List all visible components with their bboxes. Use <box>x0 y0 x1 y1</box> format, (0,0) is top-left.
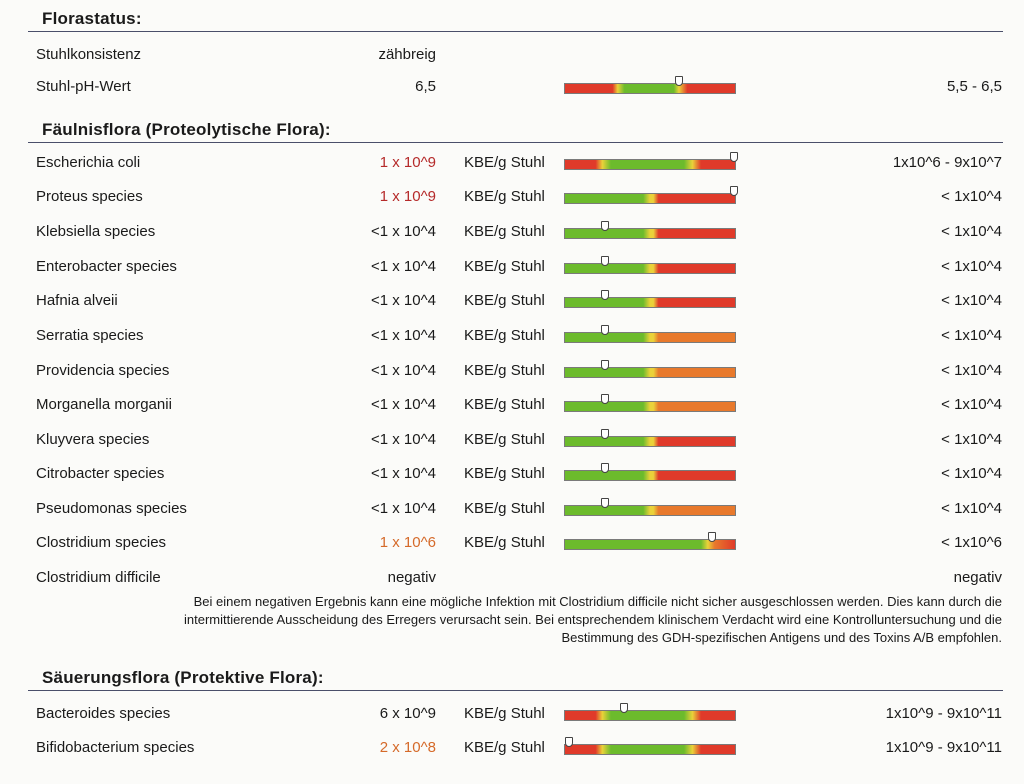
section-title-saeuerungsflora: Säuerungsflora (Protektive Flora): <box>42 668 324 687</box>
table-row <box>0 184 1024 210</box>
unit-label: KBE/g Stuhl <box>464 705 545 722</box>
result-value: <1 x 10^4 <box>370 327 436 344</box>
unit-label: KBE/g Stuhl <box>464 258 545 275</box>
table-row <box>0 530 1024 556</box>
parameter-name: Pseudomonas species <box>36 500 187 517</box>
unit-label: KBE/g Stuhl <box>464 396 545 413</box>
value-marker-icon <box>708 532 716 542</box>
parameter-name: Enterobacter species <box>36 258 177 275</box>
reference-range-bar <box>564 436 736 447</box>
note-line: Bestimmung des GDH-spezifischen Antigens und des Toxins A/B empfohlen. <box>561 630 1002 645</box>
result-value: <1 x 10^4 <box>370 292 436 309</box>
table-row <box>0 219 1024 245</box>
value-marker-icon <box>565 737 573 747</box>
value-marker-icon <box>601 325 609 335</box>
value-marker-icon <box>730 152 738 162</box>
parameter-name: Stuhlkonsistenz <box>36 46 142 63</box>
value-marker-icon <box>601 360 609 370</box>
parameter-name: Providencia species <box>36 362 170 379</box>
parameter-name: Clostridium species <box>36 534 167 551</box>
unit-label: KBE/g Stuhl <box>464 223 545 240</box>
parameter-name: Clostridium difficile <box>36 569 161 586</box>
table-row <box>0 358 1024 384</box>
unit-label: KBE/g Stuhl <box>464 431 545 448</box>
unit-label: KBE/g Stuhl <box>464 292 545 309</box>
section-divider <box>28 142 1003 143</box>
unit-label: KBE/g Stuhl <box>464 465 545 482</box>
reference-range-bar <box>564 297 736 308</box>
reference-range-text: 1x10^6 - 9x10^7 <box>892 154 1002 171</box>
table-row <box>0 42 1024 68</box>
parameter-name: Hafnia alveii <box>36 292 118 309</box>
parameter-name: Kluyvera species <box>36 431 150 448</box>
section-title-faeulnisflora: Fäulnisflora (Proteolytische Flora): <box>42 120 331 139</box>
value-marker-icon <box>601 429 609 439</box>
reference-range-bar <box>564 367 736 378</box>
reference-range-text: < 1x10^4 <box>941 465 1002 482</box>
reference-range-bar <box>564 505 736 516</box>
result-value: 1 x 10^6 <box>379 534 436 551</box>
section-divider <box>28 31 1003 32</box>
reference-range-bar <box>564 401 736 412</box>
reference-range-bar <box>564 710 736 721</box>
table-row <box>0 565 1024 591</box>
result-value: <1 x 10^4 <box>370 258 436 275</box>
result-value: <1 x 10^4 <box>370 500 436 517</box>
parameter-name: Citrobacter species <box>36 465 165 482</box>
table-row <box>0 74 1024 100</box>
table-row <box>0 254 1024 280</box>
table-row <box>0 496 1024 522</box>
table-row <box>0 323 1024 349</box>
unit-label: KBE/g Stuhl <box>464 327 545 344</box>
reference-range-bar <box>564 159 736 170</box>
parameter-name: Serratia species <box>36 327 144 344</box>
value-marker-icon <box>601 256 609 266</box>
reference-range-text: < 1x10^4 <box>941 500 1002 517</box>
section-divider <box>28 690 1003 691</box>
result-value: <1 x 10^4 <box>370 362 436 379</box>
reference-range-text: 1x10^9 - 9x10^11 <box>885 739 1002 756</box>
unit-label: KBE/g Stuhl <box>464 500 545 517</box>
result-value: 2 x 10^8 <box>379 739 436 756</box>
reference-range-text: 1x10^9 - 9x10^11 <box>885 705 1002 722</box>
parameter-name: Morganella morganii <box>36 396 172 413</box>
unit-label: KBE/g Stuhl <box>464 739 545 756</box>
reference-range-text: < 1x10^4 <box>941 223 1002 240</box>
value-marker-icon <box>675 76 683 86</box>
reference-range-bar <box>564 263 736 274</box>
reference-range-text: < 1x10^4 <box>941 258 1002 275</box>
result-value: <1 x 10^4 <box>370 396 436 413</box>
value-marker-icon <box>601 221 609 231</box>
reference-range-bar <box>564 744 736 755</box>
section-title-florastatus: Florastatus: <box>42 9 142 28</box>
reference-range-text: < 1x10^6 <box>941 534 1002 551</box>
value-marker-icon <box>601 290 609 300</box>
value-marker-icon <box>601 394 609 404</box>
reference-range-bar <box>564 332 736 343</box>
result-value: <1 x 10^4 <box>370 465 436 482</box>
result-value: zähbreig <box>378 46 436 63</box>
result-value: <1 x 10^4 <box>370 431 436 448</box>
unit-label: KBE/g Stuhl <box>464 154 545 171</box>
value-marker-icon <box>601 463 609 473</box>
value-marker-icon <box>730 186 738 196</box>
table-row <box>0 392 1024 418</box>
reference-range-text: < 1x10^4 <box>941 292 1002 309</box>
reference-range-bar <box>564 193 736 204</box>
unit-label: KBE/g Stuhl <box>464 188 545 205</box>
reference-range-bar <box>564 470 736 481</box>
parameter-name: Bacteroides species <box>36 705 171 722</box>
parameter-name: Escherichia coli <box>36 154 141 171</box>
result-value: 6 x 10^9 <box>379 705 436 722</box>
result-value: 1 x 10^9 <box>379 188 436 205</box>
parameter-name: Proteus species <box>36 188 143 205</box>
parameter-name: Stuhl-pH-Wert <box>36 78 131 95</box>
table-row <box>0 735 1024 761</box>
reference-range-text: < 1x10^4 <box>941 431 1002 448</box>
table-row <box>0 288 1024 314</box>
reference-range-text: 5,5 - 6,5 <box>946 78 1002 95</box>
value-marker-icon <box>601 498 609 508</box>
unit-label: KBE/g Stuhl <box>464 534 545 551</box>
result-value: 6,5 <box>415 78 436 95</box>
reference-range-bar <box>564 83 736 94</box>
result-value: negativ <box>387 569 436 586</box>
reference-range-text: < 1x10^4 <box>941 327 1002 344</box>
note-line: intermittierende Ausscheidung des Erregers verursacht sein. Bei entsprechendem klinischem Verdacht wird eine Kontrolluntersuchung und die <box>183 612 1002 627</box>
table-row <box>0 427 1024 453</box>
table-row <box>0 150 1024 176</box>
parameter-name: Klebsiella species <box>36 223 156 240</box>
reference-range-bar <box>564 228 736 239</box>
reference-range-text: negativ <box>953 569 1002 586</box>
result-value: <1 x 10^4 <box>370 223 436 240</box>
result-value: 1 x 10^9 <box>379 154 436 171</box>
reference-range-text: < 1x10^4 <box>941 362 1002 379</box>
table-row <box>0 701 1024 727</box>
table-row <box>0 461 1024 487</box>
reference-range-text: < 1x10^4 <box>941 396 1002 413</box>
parameter-name: Bifidobacterium species <box>36 739 195 756</box>
unit-label: KBE/g Stuhl <box>464 362 545 379</box>
note-line: Bei einem negativen Ergebnis kann eine mögliche Infektion mit Clostridium difficile nicht sicher ausgeschlossen werden. Dies kann durch die <box>193 594 1002 609</box>
value-marker-icon <box>620 703 628 713</box>
clostridium-difficile-note <box>90 593 1002 647</box>
reference-range-text: < 1x10^4 <box>941 188 1002 205</box>
